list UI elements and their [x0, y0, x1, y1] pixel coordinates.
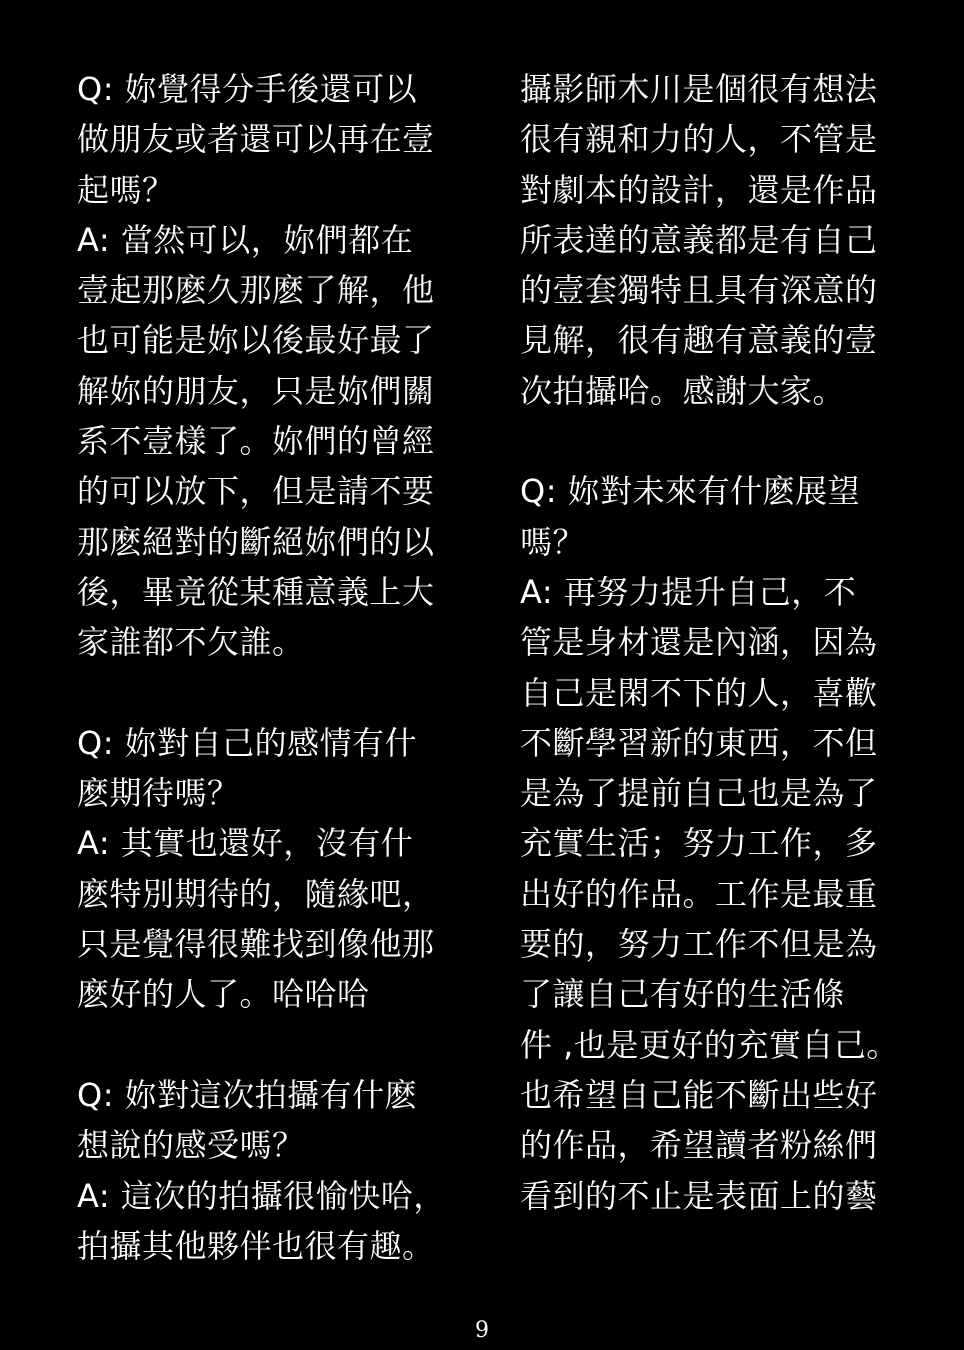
text-line: 麽好的人了。哈哈哈: [77, 975, 370, 1014]
text-line: 嗎？: [520, 522, 586, 561]
text-line: 所表達的意義都是有自己: [520, 220, 878, 259]
text-line: 見解，很有趣有意義的壹: [520, 321, 878, 360]
text-line: A: 其實也還好，沒有什: [77, 824, 414, 863]
text-line: 的壹套獨特且具有深意的: [520, 271, 878, 310]
text-line: Q: 妳對這次拍攝有什麽: [77, 1075, 418, 1114]
text-line: 對劇本的設計，還是作品: [520, 170, 878, 209]
text-line: 系不壹樣了。妳們的曾經: [77, 422, 435, 461]
text-line: 的作品，希望讀者粉絲們: [520, 1126, 878, 1165]
text-line: 也可能是妳以後最好最了: [77, 321, 435, 360]
text-line: 起嗎？: [77, 170, 175, 209]
text-line: 家誰都不欠誰。: [77, 623, 305, 662]
text-line: Q: 妳對未來有什麽展望: [520, 472, 861, 511]
paragraph-gap: [77, 668, 477, 718]
text-line: 件 ,也是更好的充實自己。: [520, 1025, 899, 1064]
text-line: 看到的不止是表面上的藝: [520, 1176, 878, 1215]
page-number: 9: [475, 1318, 489, 1343]
text-line: A: 當然可以，妳們都在: [77, 220, 414, 259]
text-line: 只是覺得很難找到像他那: [77, 925, 435, 964]
right-column: [520, 64, 940, 1221]
text-line: 是為了提前自己也是為了: [520, 774, 878, 813]
text-line: 麽特別期待的，隨緣吧，: [77, 874, 435, 913]
text-line: 拍攝其他夥伴也很有趣。: [77, 1226, 435, 1265]
text-line: 的可以放下，但是請不要: [77, 472, 435, 511]
text-line: A: 再努力提升自己，不: [520, 572, 857, 611]
paragraph-gap: [77, 1020, 477, 1070]
text-line: 充實生活；努力工作，多: [520, 824, 878, 863]
text-line: 那麽絕對的斷絕妳們的以: [77, 522, 435, 561]
text-line: 想說的感受嗎？: [77, 1126, 305, 1165]
text-line: 後，畢竟從某種意義上大: [77, 572, 435, 611]
text-line: 要的，努力工作不但是為: [520, 925, 878, 964]
text-line: 了讓自己有好的生活條: [520, 975, 846, 1014]
text-line: Q: 妳覺得分手後還可以: [77, 70, 418, 108]
text-line: 解妳的朋友，只是妳們關: [77, 371, 435, 410]
text-line: 自己是閑不下的人，喜歡: [520, 673, 878, 712]
text-line: A: 這次的拍攝很愉快哈，: [77, 1176, 446, 1215]
text-line: 麽期待嗎？: [77, 774, 240, 813]
text-line: 管是身材還是內涵，因為: [520, 623, 878, 662]
text-line: 很有親和力的人，不管是: [520, 120, 878, 159]
text-line: 不斷學習新的東西，不但: [520, 723, 878, 762]
paragraph-gap: [520, 416, 940, 466]
left-column: [77, 64, 477, 1271]
text-line: 做朋友或者還可以再在壹: [77, 120, 435, 159]
text-line: 次拍攝哈。感謝大家。: [520, 371, 846, 410]
text-line: 壹起那麽久那麽了解，他: [77, 271, 435, 310]
text-line: Q: 妳對自己的感情有什: [77, 723, 418, 762]
text-line: 出好的作品。工作是最重: [520, 874, 878, 913]
text-line: 攝影師木川是個很有想法: [520, 70, 878, 108]
text-line: 也希望自己能不斷出些好: [520, 1075, 878, 1114]
